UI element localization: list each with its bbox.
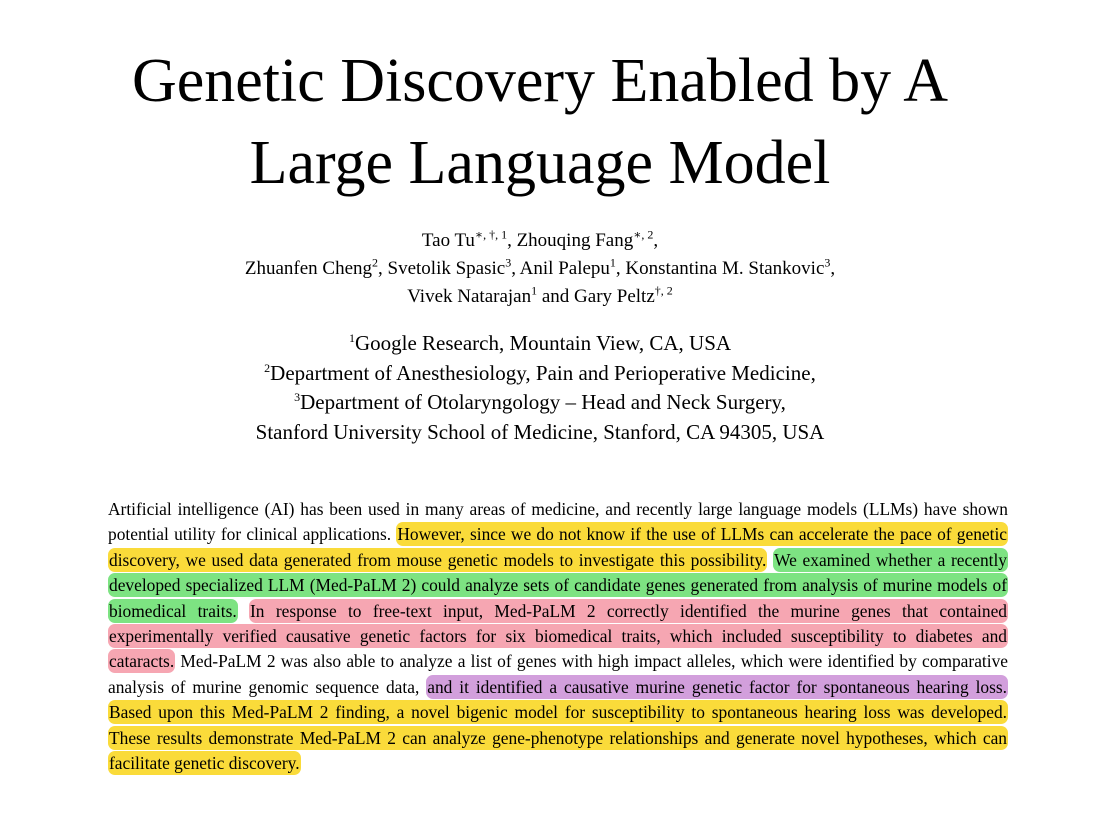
author-affiliation-marker: †, 2: [654, 283, 673, 298]
highlighted-sentence: However, since we do not know if the use of LLMs can accelerate the pace of genetic discovery, we used data generated from mouse genetic models to investigate this possibility.: [109, 524, 1007, 570]
affiliation-line: [0, 329, 1080, 359]
author-separator: ,: [830, 258, 836, 279]
author-name: Zhuanfen Cheng: [244, 258, 373, 279]
highlighted-sentence: and it identified a causative murine genetic factor for spontaneous hearing loss.: [427, 676, 1007, 697]
author-name: Tao Tu: [421, 230, 475, 251]
abstract: [108, 497, 1008, 776]
highlighted-sentence: Based upon this Med-PaLM 2 finding, a novel bigenic model for susceptibility to spontaneous hearing loss was developed.: [109, 702, 1007, 723]
author-affiliation-marker: 3: [505, 255, 512, 270]
title-line-1: Genetic Discovery Enabled by A: [131, 47, 949, 115]
affiliation-text: Department of Anesthesiology, Pain and Perioperative Medicine,: [270, 360, 816, 385]
author-separator: ,: [653, 230, 659, 251]
author-affiliation-marker: 1: [609, 255, 616, 270]
author-list: [0, 227, 1080, 311]
affiliation-marker: 3: [294, 390, 301, 404]
highlighted-sentence: We examined whether a recently developed specialized LLM (Med-PaLM 2) could analyze sets of candidate genes generated from analysis of murine models of biomedical traits.: [109, 549, 1007, 621]
author-line-3: [0, 283, 1080, 311]
highlighted-sentence: These results demonstrate Med-PaLM 2 can analyze gene-phenotype relationships and generate novel hypotheses, which can facilitate genetic discovery.: [109, 727, 1007, 774]
author-name: Zhouqing Fang: [516, 230, 634, 251]
author-name: Anil Palepu: [519, 258, 610, 279]
author-separator: ,: [507, 230, 517, 251]
author-name: Vivek Natarajan: [407, 286, 532, 307]
author-affiliation-marker: 3: [824, 255, 831, 270]
author-affiliation-marker: ∗, †, 1: [474, 227, 508, 242]
author-separator: ,: [378, 258, 388, 279]
abstract-text: [238, 601, 249, 621]
affiliation-line: [0, 418, 1080, 448]
highlighted-sentence: In response to free-text input, Med-PaLM 2 correctly identified the murine genes that contained experimentally verified causative genetic factors for six biomedical traits, which included susceptibility to diabetes and cataracts.: [109, 600, 1007, 672]
affiliation-line: [0, 359, 1080, 389]
abstract-text: Artificial intelligence (AI) has been used in many areas of medicine, and recently large language models (LLMs) have shown potential utility for clinical applications.: [108, 499, 1008, 545]
author-separator: ,: [511, 258, 520, 279]
author-name: Svetolik Spasic: [387, 258, 506, 279]
affiliation-text: Department of Otolaryngology – Head and Neck Surgery,: [300, 390, 786, 414]
author-line-2: [0, 255, 1080, 283]
title-line-2: Large Language Model: [249, 129, 831, 197]
affiliation-marker: 2: [264, 360, 271, 375]
author-separator: ,: [615, 258, 626, 279]
affiliation-marker: 1: [348, 331, 355, 345]
author-line-1: [0, 227, 1080, 255]
author-affiliation-marker: 2: [372, 255, 379, 270]
affiliation-text: Google Research, Mountain View, CA, USA: [354, 331, 732, 355]
abstract-text: Med-PaLM 2 was also able to analyze a list of genes with high impact alleles, which were identified by comparative analysis of murine genomic sequence data,: [108, 651, 1008, 697]
author-name: Konstantina M. Stankovic: [625, 258, 825, 279]
author-name: Gary Peltz: [574, 286, 655, 307]
affiliation-line: [0, 388, 1080, 418]
affiliation-list: [0, 329, 1080, 447]
author-affiliation-marker: ∗, 2: [633, 227, 654, 242]
author-affiliation-marker: 1: [531, 283, 538, 298]
author-separator: and: [537, 286, 575, 307]
affiliation-text: Stanford University School of Medicine, Stanford, CA 94305, USA: [255, 419, 825, 444]
paper-title: [0, 40, 1080, 204]
